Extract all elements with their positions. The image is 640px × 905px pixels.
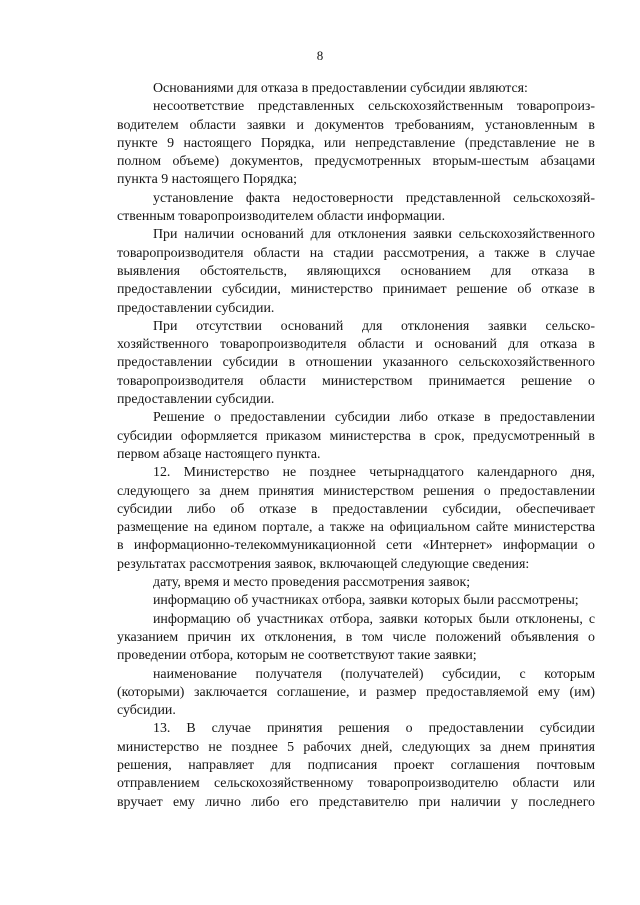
text-line: первом абзаце настоящего пункта. [117, 446, 321, 462]
text-line: в информационно-телекоммуникационной сети «Интернет» информации о [117, 538, 595, 554]
text-line: Решение о предоставлении субсидии либо отказе в предоставлении [153, 410, 595, 426]
text-line: следующего за днем принятия министерством решения о предоставлении [117, 483, 595, 499]
text-line: 12. Министерство не позднее четырнадцатого календарного дня, [153, 465, 595, 481]
text-line: субсидии либо об отказе в предоставлении субсидии, обеспечивает [117, 501, 595, 517]
text-line: отправлением сельскохозяйственному товаропроизводителю области или [117, 776, 595, 792]
text-line: предоставлении субсидии в отношении указанного сельскохозяйственного [117, 355, 595, 371]
text-line: наименование получателя (получателей) субсидии, с которым [153, 666, 595, 682]
body-text [117, 80, 595, 812]
text-line: субсидии оформляется приказом министерства в срок, предусмотренный в [117, 428, 595, 444]
text-line: водителем области заявки и документов требованиям, установленным в [117, 117, 595, 133]
text-line: полном объеме) документов, предусмотренных вторым-шестым абзацами [117, 154, 595, 170]
text-line: Основаниями для отказа в предоставлении субсидии являются: [153, 81, 528, 96]
text-line: хозяйственного товаропроизводителя области и оснований для отказа в [117, 337, 595, 353]
text-line: решения, направляет для подписания проект соглашения почтовым [117, 757, 595, 773]
text-line: размещение на едином портале, а также на официальном сайте министерства [117, 520, 595, 536]
text-line: пункта 9 настоящего Порядка; [117, 172, 297, 188]
text-line: ственным товаропроизводителем области информации. [117, 209, 446, 225]
text-line: несоответствие представленных сельскохозяйственным товаропроиз- [153, 99, 595, 115]
text-line: установление факта недостоверности представленной сельскохозяй- [153, 190, 595, 206]
text-line: информацию об участниках отбора, заявки которых были рассмотрены; [153, 593, 579, 609]
text-line: предоставлении субсидии. [117, 300, 275, 316]
text-line: предоставлении субсидии. [117, 392, 275, 408]
text-line: результатах рассмотрения заявок, включающей следующие сведения: [117, 556, 530, 572]
text-line: вручает ему лично либо его представителю при наличии у последнего [117, 794, 595, 810]
text-line: товаропроизводителя области министерством принимается решение о [117, 373, 595, 389]
text-line: дату, время и место проведения рассмотрения заявок; [153, 575, 471, 591]
text-line: субсидии. [117, 703, 176, 719]
text-line: (которыми) заключается соглашение, и размер предоставляемой ему (им) [117, 684, 595, 700]
text-line: министерство не позднее 5 рабочих дней, следующих за днем принятия [117, 739, 595, 755]
text-line: товаропроизводителя области на стадии рассмотрения, а также в случае [117, 245, 595, 261]
text-line: предоставлении субсидии, министерство принимает решение об отказе в [117, 282, 595, 298]
text-line: информацию об участниках отбора, заявки которых были отклонены, с [153, 611, 595, 627]
text-line: пункте 9 настоящего Порядка, или непредставление (представление не в [117, 135, 595, 151]
text-line: проведении отбора, которым не соответствуют такие заявки; [117, 648, 477, 664]
text-line: указанием причин их отклонения, в том числе положений объявления о [117, 629, 595, 645]
text-line: 13. В случае принятия решения о предоставлении субсидии [153, 721, 595, 737]
text-line: При наличии оснований для отклонения заявки сельскохозяйственного [153, 227, 595, 243]
text-line: При отсутствии оснований для отклонения заявки сельско- [153, 318, 595, 334]
page-number: 8 [316, 48, 324, 63]
text-line: выявления обстоятельств, являющихся основанием для отказа в [117, 263, 595, 279]
